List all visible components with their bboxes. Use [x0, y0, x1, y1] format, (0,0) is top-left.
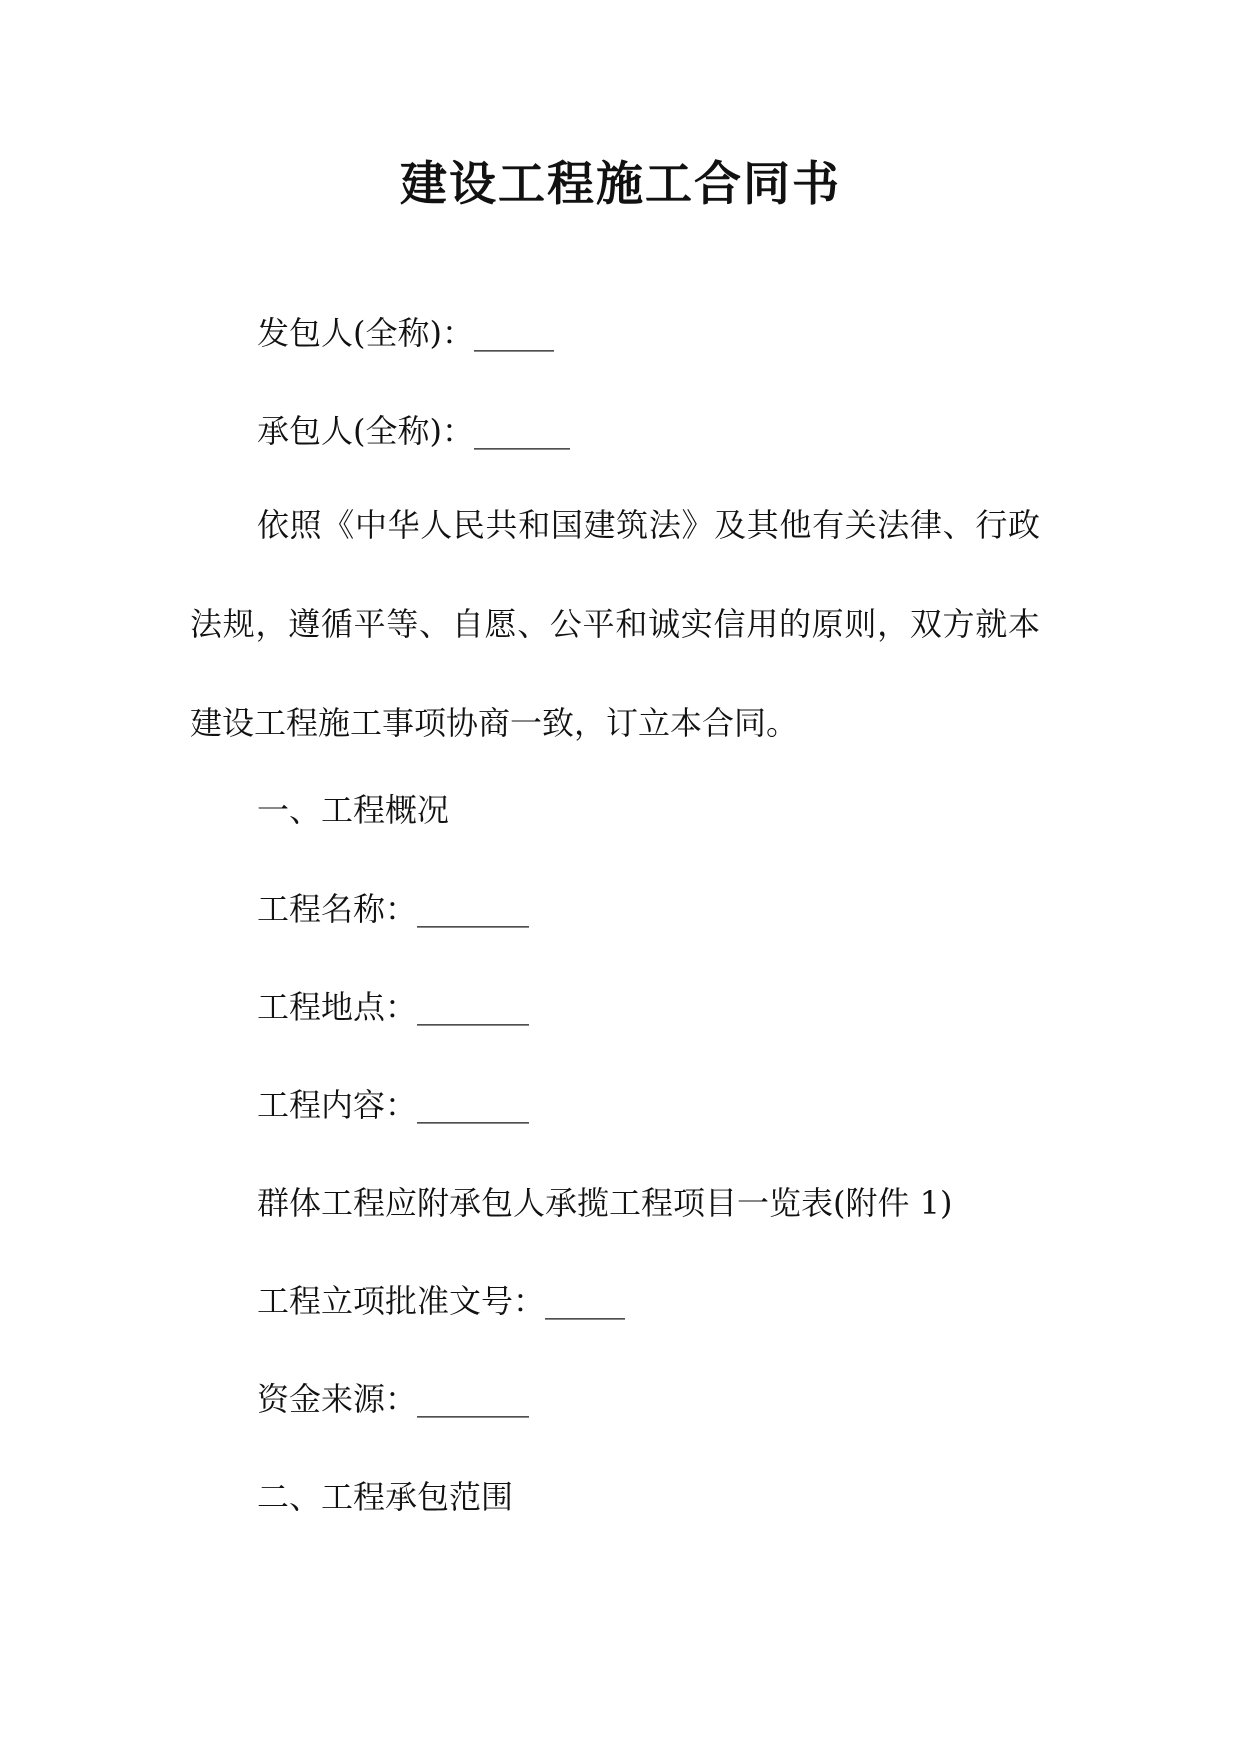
approval-number-field: 工程立项批准文号：_____: [257, 1282, 626, 1320]
section-heading-overview: 一、工程概况: [257, 791, 450, 829]
contractor-field: 承包人(全称)：______: [257, 412, 570, 450]
project-location-field: 工程地点：_______: [257, 988, 530, 1026]
project-content-field: 工程内容：_______: [257, 1086, 530, 1124]
project-name-field: 工程名称：_______: [257, 890, 530, 928]
intro-paragraph: 依照《中华人民共和国建筑法》及其他有关法律、行政法规，遵循平等、自愿、公平和诚实信用的原则，双方就本建设工程施工事项协商一致，订立本合同。: [190, 506, 1040, 742]
group-project-note: 群体工程应附承包人承揽工程项目一览表(附件 1): [257, 1184, 953, 1222]
section-heading-scope: 二、工程承包范围: [257, 1478, 514, 1516]
funding-source-field: 资金来源：_______: [257, 1380, 530, 1418]
employer-field: 发包人(全称)：_____: [257, 314, 554, 352]
document-title: 建设工程施工合同书: [400, 157, 841, 212]
